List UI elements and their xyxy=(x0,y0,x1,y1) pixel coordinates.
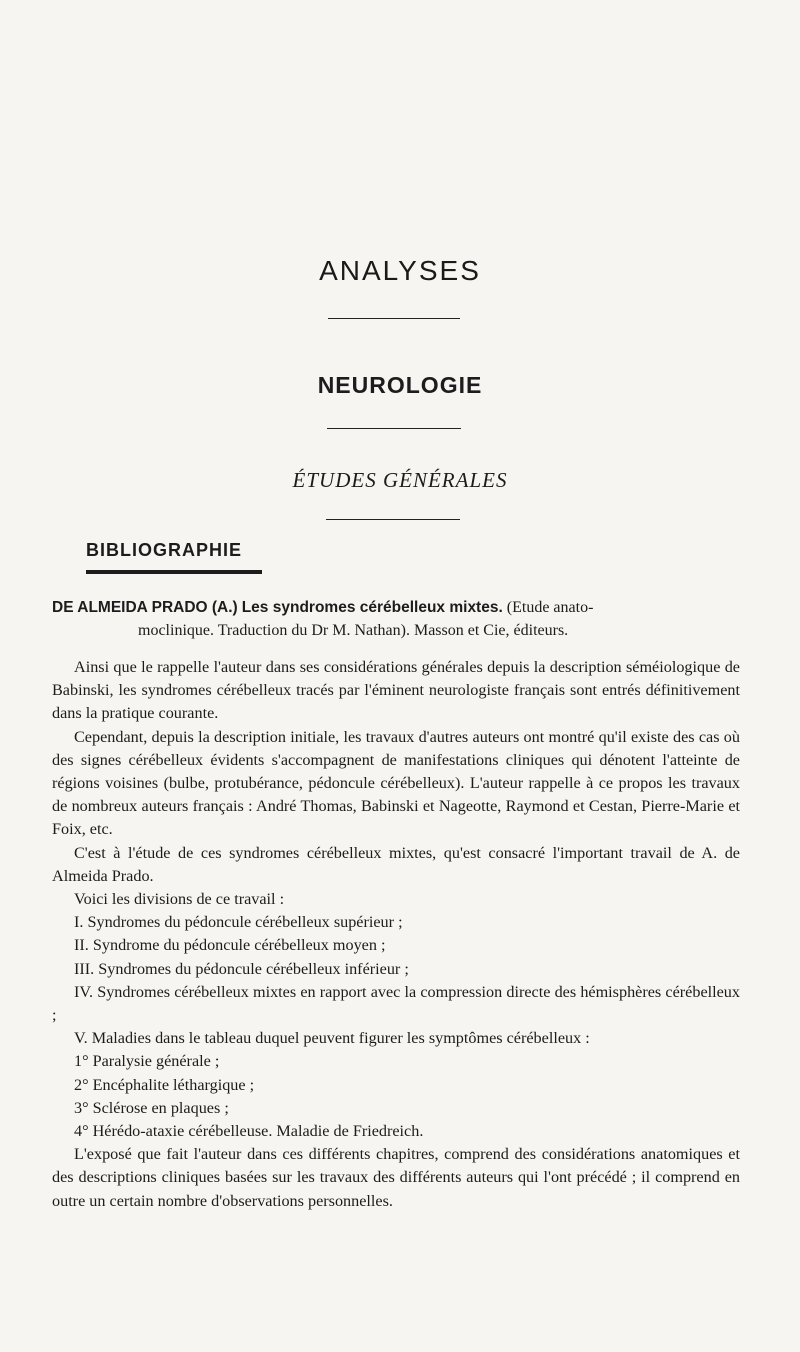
discipline-heading: NEUROLOGIE xyxy=(317,372,483,398)
bibliography-underline xyxy=(86,570,262,574)
section-title: ANALYSES xyxy=(319,255,481,286)
paragraph-1: Ainsi que le rappelle l'auteur dans ses considérations générales depuis la description séméiologique de Babinski, les syndromes cérébelleux tracés par l'éminent neurologiste français sont entrés définitivement dans la pratique courante. xyxy=(52,658,740,723)
list-item: 2° Encéphalite léthargique ; xyxy=(74,1075,255,1094)
entry-author: DE ALMEIDA PRADO (A.) xyxy=(52,599,238,616)
subsection-heading: ÉTUDES GÉNÉRALES xyxy=(292,468,508,492)
list-item: V. Maladies dans le tableau duquel peuvent figurer les symptômes cérébelleux : xyxy=(74,1029,590,1048)
list-item: I. Syndromes du pédoncule cérébelleux supérieur ; xyxy=(74,913,403,932)
paragraph-4: Voici les divisions de ce travail : xyxy=(74,890,285,909)
paragraph-2: Cependant, depuis la description initiale, les travaux d'autres auteurs ont montré qu'il existe des cas où des signes cérébelleux évidents s'accompagnent de manifestations cliniques qui dénotent l'atteinte de régions voisines (bulbe, protubérance, pédoncule cérébelleux). L'auteur rappelle à ce propos les travaux de nombreux auteurs français : André Thomas, Babinski et Nageotte, Raymond et Cestan, Pierre-Marie et Foix, etc. xyxy=(52,727,740,839)
list-item: 1° Paralysie générale ; xyxy=(74,1052,220,1071)
bibliography-entry xyxy=(52,596,744,642)
list-item: IV. Syndromes cérébelleux mixtes en rapport avec la compression directe des hémisphères cérébelleux ; xyxy=(52,982,740,1025)
list-item: 4° Hérédo-ataxie cérébelleuse. Maladie de Friedreich. xyxy=(74,1122,424,1141)
list-item: 3° Sclérose en plaques ; xyxy=(74,1098,229,1117)
entry-title: Les syndromes cérébelleux mixtes. xyxy=(241,599,503,616)
bibliography-label: BIBLIOGRAPHIE xyxy=(86,540,243,560)
entry-details-2: moclinique. Traduction du Dr M. Nathan). Masson et Cie, éditeurs. xyxy=(138,622,569,639)
list-item: III. Syndromes du pédoncule cérébelleux inférieur ; xyxy=(74,959,409,978)
list-item: II. Syndrome du pédoncule cérébelleux moyen ; xyxy=(74,936,386,955)
divider-rule-2 xyxy=(327,428,461,429)
entry-details-1: (Etude anato- xyxy=(506,599,594,616)
divider-rule-3 xyxy=(326,519,460,520)
paragraph-3: C'est à l'étude de ces syndromes cérébelleux mixtes, qu'est consacré l'important travail de A. de Almeida Prado. xyxy=(52,843,740,885)
paragraph-5: L'exposé que fait l'auteur dans ces différents chapitres, comprend des considérations anatomiques et des descriptions cliniques basées sur les travaux des différents auteurs qui l'ont précédé ; il comprend en outre un certain nombre d'observations personnelles. xyxy=(52,1145,740,1210)
divider-rule-1 xyxy=(328,318,460,319)
review-body xyxy=(52,656,740,1213)
